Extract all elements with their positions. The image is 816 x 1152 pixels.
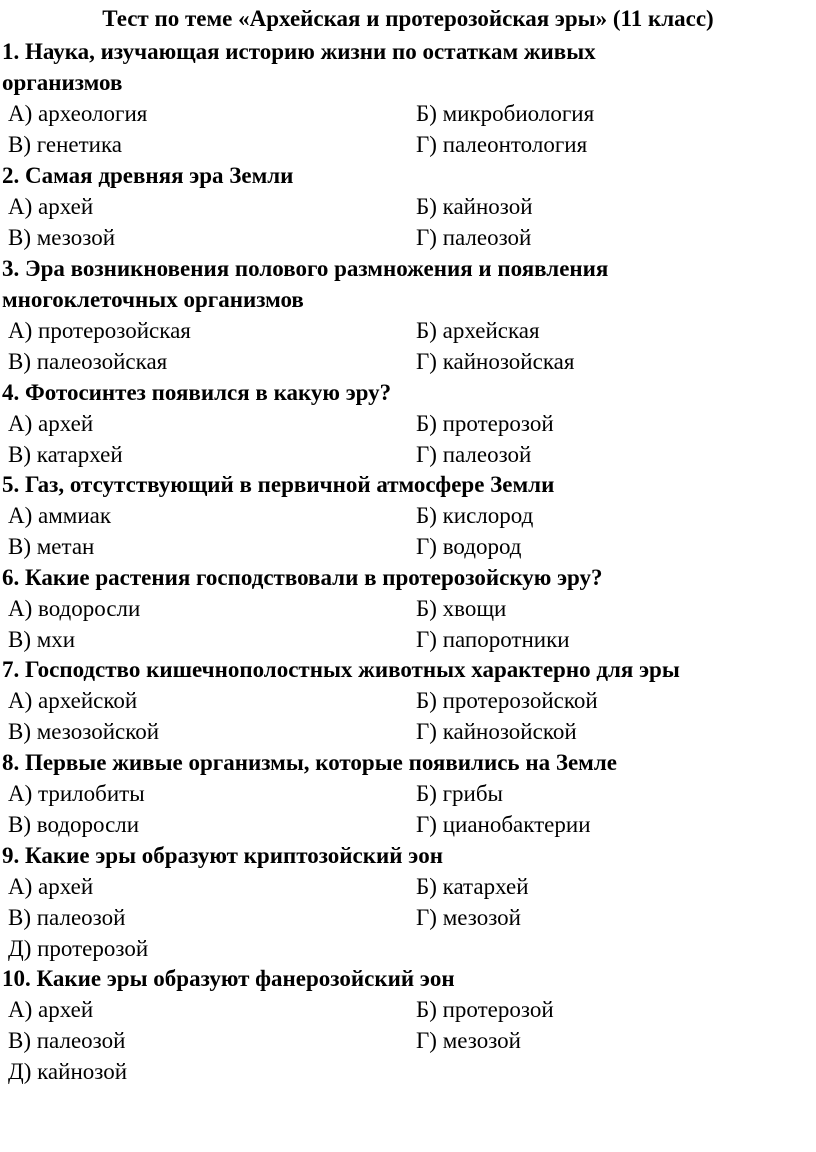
- option-b: Б) грибы: [416, 781, 504, 806]
- option-v: В) генетика: [8, 132, 123, 157]
- option-g: Г) палеозой: [416, 442, 532, 467]
- options-row: [2, 685, 814, 716]
- option-a: А) архей: [8, 194, 94, 219]
- question-10: [2, 963, 814, 1087]
- question-text: 8. Первые живые организмы, которые появились на Земле: [2, 750, 617, 775]
- option-v: В) водоросли: [8, 812, 140, 837]
- options-row: [2, 531, 814, 562]
- question-text: многоклеточных организмов: [2, 287, 304, 312]
- question-4: [2, 377, 814, 470]
- options-row: [2, 315, 814, 346]
- question-text: 6. Какие растения господствовали в протерозойскую эру?: [2, 565, 603, 590]
- page-title: Тест по теме «Архейская и протерозойская эры» (11 класс): [102, 6, 714, 31]
- option-g: Г) кайнозойская: [416, 349, 575, 374]
- options-row: [2, 778, 814, 809]
- option-a: А) трилобиты: [8, 781, 145, 806]
- option-v: В) метан: [8, 534, 95, 559]
- options-row: [2, 222, 814, 253]
- option-a: А) архейской: [8, 688, 138, 713]
- question-text: 3. Эра возникновения полового размножения и появления: [2, 256, 609, 281]
- options-row: [2, 129, 814, 160]
- question-text: 7. Господство кишечнополостных животных характерно для эры: [2, 657, 680, 682]
- option-g: Г) палеонтология: [416, 132, 588, 157]
- options-row: [2, 191, 814, 222]
- options-row: [2, 346, 814, 377]
- question-text: 10. Какие эры образуют фанерозойский эон: [2, 966, 455, 991]
- options-row: [2, 1056, 814, 1087]
- options-row: [2, 408, 814, 439]
- option-g: Г) водород: [416, 534, 522, 559]
- question-2: [2, 160, 814, 253]
- options-row: [2, 871, 814, 902]
- options-row: [2, 593, 814, 624]
- option-v: В) палеозойская: [8, 349, 168, 374]
- option-b: Б) протерозой: [416, 997, 554, 1022]
- option-g: Г) палеозой: [416, 225, 532, 250]
- question-text: 9. Какие эры образуют криптозойский эон: [2, 843, 443, 868]
- options-row: [2, 994, 814, 1025]
- option-v: В) палеозой: [8, 1028, 126, 1053]
- options-row: [2, 902, 814, 933]
- option-v: В) катархей: [8, 442, 123, 467]
- options-row: [2, 716, 814, 747]
- option-b: Б) катархей: [416, 874, 529, 899]
- option-a: А) протерозойская: [8, 318, 191, 343]
- option-d: Д) кайнозой: [8, 1059, 128, 1084]
- option-a: А) архей: [8, 997, 94, 1022]
- options-row: [2, 1025, 814, 1056]
- option-a: А) аммиак: [8, 503, 112, 528]
- option-v: В) мезозойской: [8, 719, 160, 744]
- question-8: [2, 747, 814, 840]
- option-a: А) архей: [8, 411, 94, 436]
- option-v: В) палеозой: [8, 905, 126, 930]
- question-text: 2. Самая древняя эра Земли: [2, 163, 294, 188]
- options-row: [2, 98, 814, 129]
- option-b: Б) архейская: [416, 318, 540, 343]
- option-b: Б) микробиология: [416, 101, 595, 126]
- question-text: 4. Фотосинтез появился в какую эру?: [2, 380, 392, 405]
- question-9: [2, 840, 814, 964]
- question-text: 5. Газ, отсутствующий в первичной атмосфере Земли: [2, 472, 555, 497]
- question-3: [2, 253, 814, 377]
- question-7: [2, 654, 814, 747]
- option-a: А) водоросли: [8, 596, 141, 621]
- question-6: [2, 562, 814, 655]
- option-b: Б) протерозойской: [416, 688, 598, 713]
- option-g: Г) цианобактерии: [416, 812, 591, 837]
- option-d: Д) протерозой: [8, 936, 149, 961]
- option-b: Б) протерозой: [416, 411, 554, 436]
- option-v: В) мезозой: [8, 225, 116, 250]
- option-g: Г) папоротники: [416, 627, 570, 652]
- question-text: организмов: [2, 70, 123, 95]
- option-b: Б) хвощи: [416, 596, 507, 621]
- option-g: Г) мезозой: [416, 905, 521, 930]
- option-a: А) археология: [8, 101, 148, 126]
- options-row: [2, 500, 814, 531]
- options-row: [2, 933, 814, 964]
- option-a: А) архей: [8, 874, 94, 899]
- options-row: [2, 624, 814, 655]
- options-row: [2, 809, 814, 840]
- option-b: Б) кайнозой: [416, 194, 533, 219]
- options-row: [2, 439, 814, 470]
- question-text: 1. Наука, изучающая историю жизни по остаткам живых: [2, 39, 596, 64]
- option-v: В) мхи: [8, 627, 76, 652]
- option-b: Б) кислород: [416, 503, 534, 528]
- option-g: Г) кайнозойской: [416, 719, 577, 744]
- question-5: [2, 469, 814, 562]
- question-1: [2, 36, 814, 160]
- option-g: Г) мезозой: [416, 1028, 521, 1053]
